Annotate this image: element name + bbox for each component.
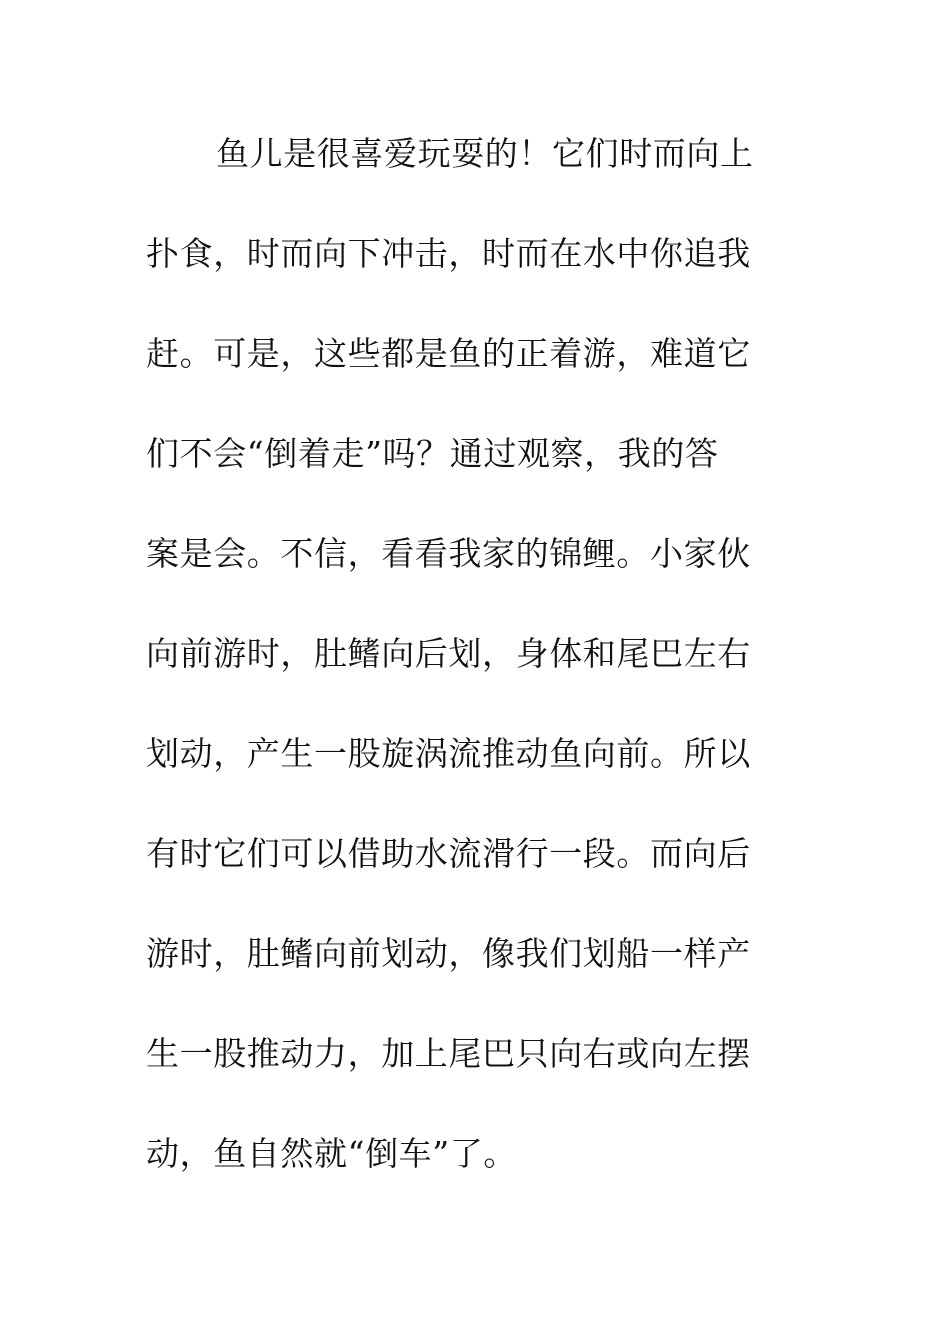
paragraph-line-3: 赶。可是，这些都是鱼的正着游，难道它 <box>146 334 751 373</box>
paragraph-line-7: 划动，产生一股旋涡流推动鱼向前。所以 <box>146 734 751 773</box>
paragraph-line-4: 们不会“倒着走”吗？通过观察，我的答 <box>146 434 719 473</box>
paragraph-line-6: 向前游时，肚鳍向后划，身体和尾巴左右 <box>146 634 751 673</box>
paragraph-line-2: 扑食，时而向下冲击，时而在水中你追我 <box>146 234 751 273</box>
paragraph-line-11: 动，鱼自然就“倒车”了。 <box>146 1134 517 1173</box>
paragraph-line-8: 有时它们可以借助水流滑行一段。而向后 <box>146 834 751 873</box>
paragraph-line-9: 游时，肚鳍向前划动，像我们划船一样产 <box>146 934 751 973</box>
paragraph-line-10: 生一股推动力，加上尾巴只向右或向左摆 <box>146 1034 751 1073</box>
paragraph-line-5: 案是会。不信，看看我家的锦鲤。小家伙 <box>146 534 751 573</box>
paragraph-line-1: 鱼儿是很喜爱玩耍的！它们时而向上 <box>216 134 754 173</box>
